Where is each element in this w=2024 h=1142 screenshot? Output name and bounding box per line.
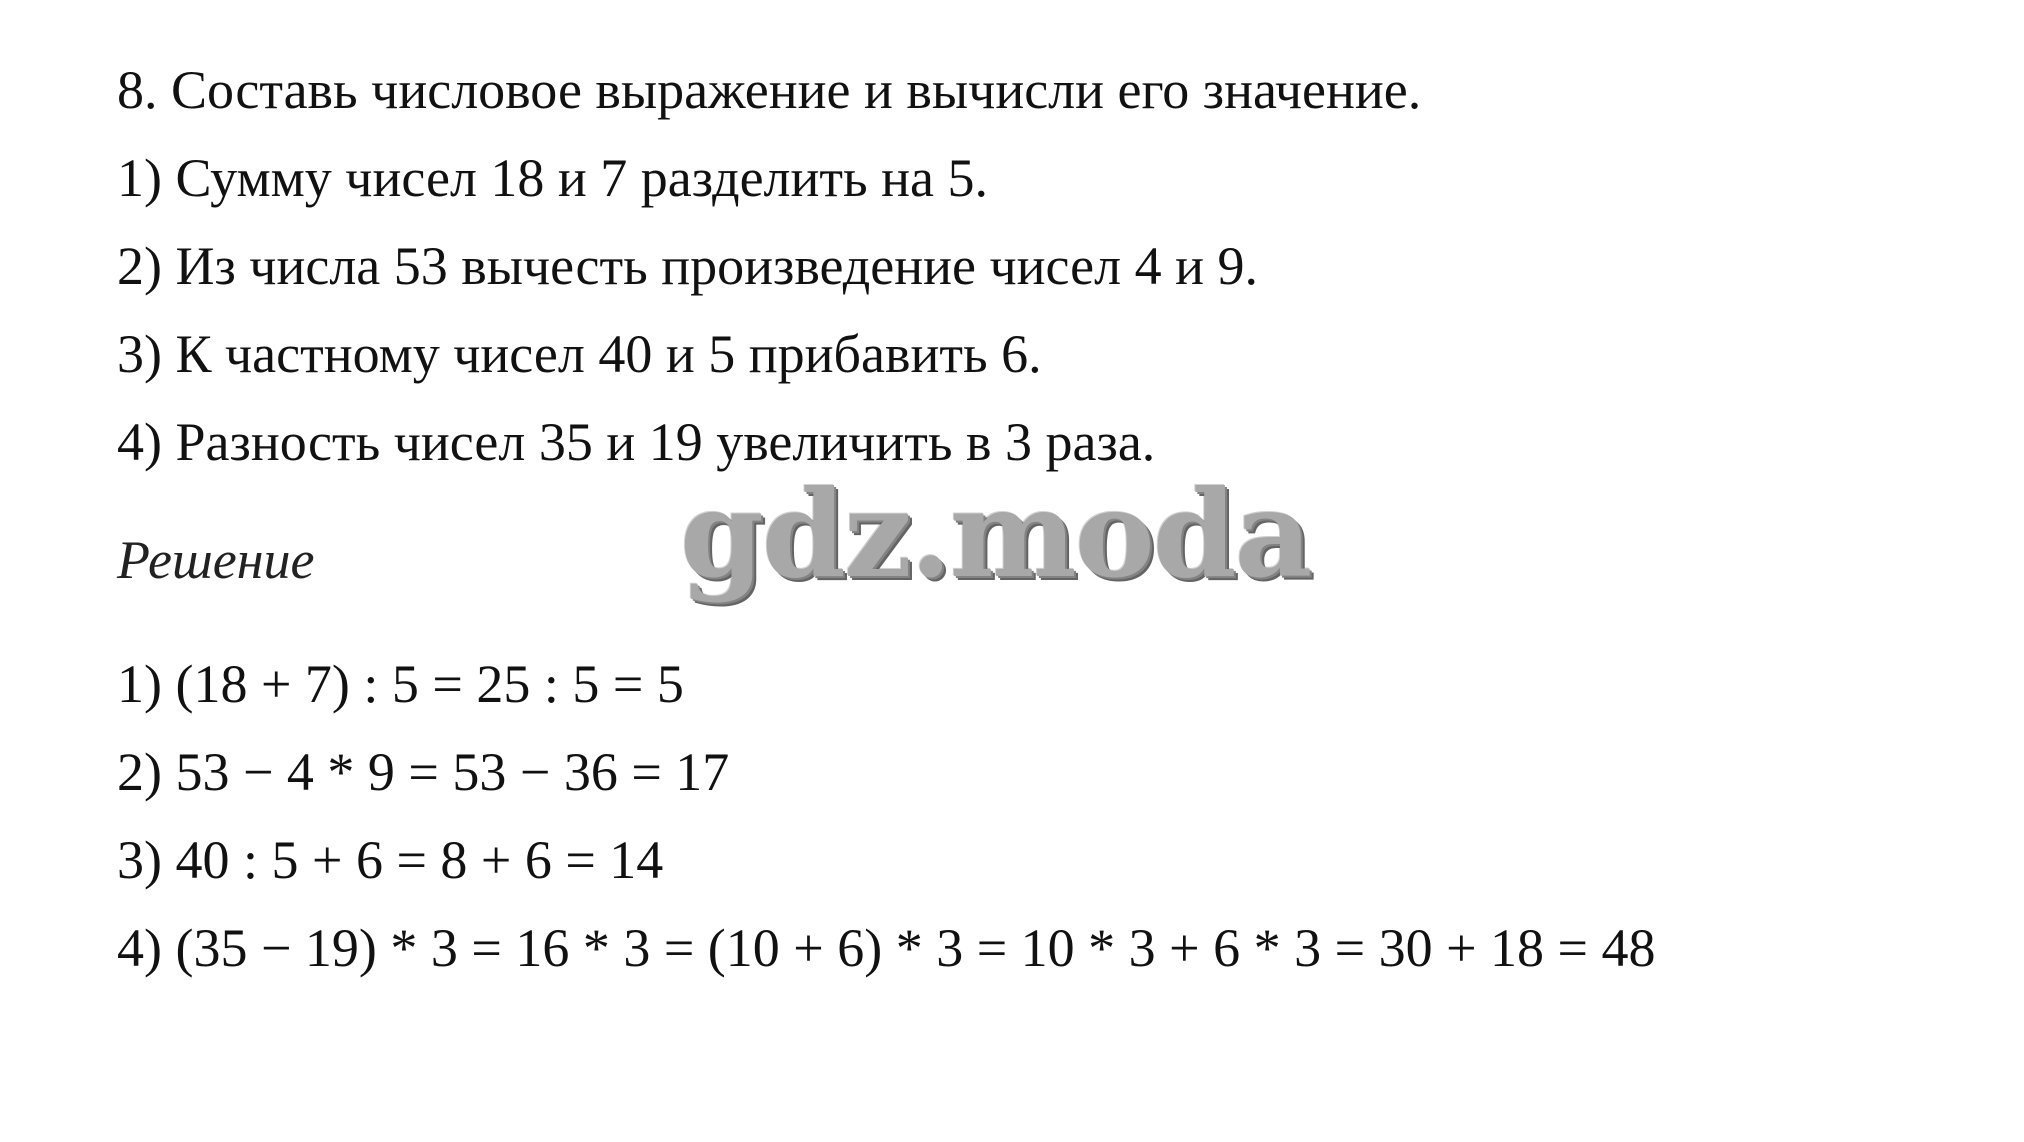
problem-title: 8. Составь числовое выражение и вычисли его значение.	[117, 60, 1422, 120]
task-item-4: 4) Разность чисел 35 и 19 увеличить в 3 раза.	[117, 412, 1156, 472]
solution-heading: Решение	[117, 530, 315, 590]
solution-line-4: 4) (35 − 19) * 3 = 16 * 3 = (10 + 6) * 3 = 10 * 3 + 6 * 3 = 30 + 18 = 48	[117, 918, 1656, 978]
task-item-2: 2) Из числа 53 вычесть произведение чисел 4 и 9.	[117, 236, 1258, 296]
task-item-1: 1) Сумму чисел 18 и 7 разделить на 5.	[117, 148, 988, 208]
solution-line-2: 2) 53 − 4 * 9 = 53 − 36 = 17	[117, 742, 730, 802]
solution-line-3: 3) 40 : 5 + 6 = 8 + 6 = 14	[117, 830, 664, 890]
solution-line-1: 1) (18 + 7) : 5 = 25 : 5 = 5	[117, 654, 684, 714]
task-item-3: 3) К частному чисел 40 и 5 прибавить 6.	[117, 324, 1042, 384]
watermark-logo: gdz.moda	[680, 464, 1311, 605]
